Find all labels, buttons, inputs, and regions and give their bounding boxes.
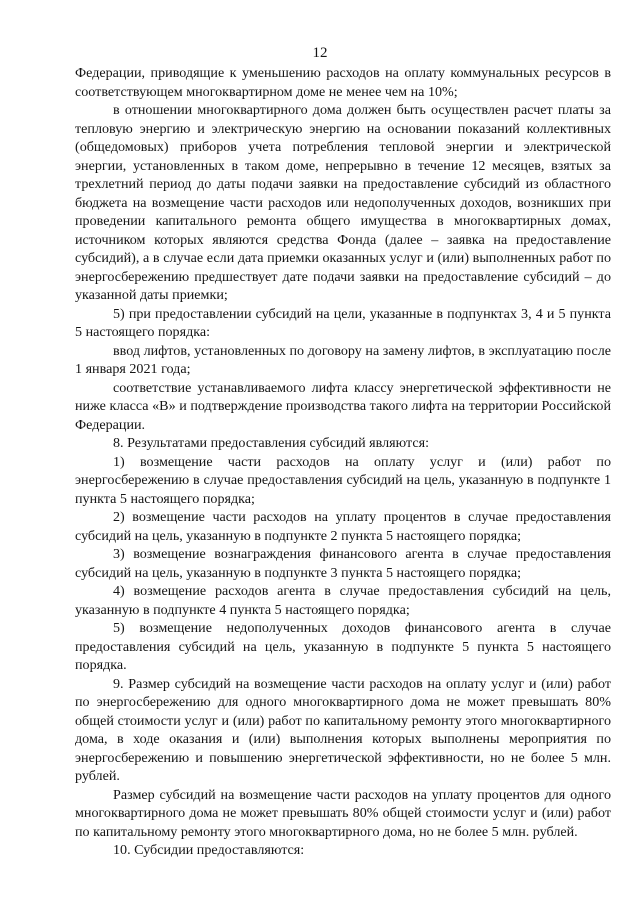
paragraph: 1) возмещение части расходов на оплату услуг и (или) работ по энергосбережению в случае предоставления субсидий на цель, указанную в подпункте 1 пункта 5 настоящего порядка; bbox=[75, 453, 611, 507]
paragraph: Федерации, приводящие к уменьшению расходов на оплату коммунальных ресурсов в соответствующем многоквартирном доме не менее чем на 10%; bbox=[75, 65, 611, 100]
paragraph: соответствие устанавливаемого лифта классу энергетической эффективности не ниже класса «В» и подтверждение производства такого лифта на территории Российской Федерации. bbox=[75, 379, 611, 433]
paragraph: 8. Результатами предоставления субсидий являются: bbox=[113, 435, 429, 451]
paragraph: 2) возмещение части расходов на уплату процентов в случае предоставления субсидий на цель, указанную в подпункте 2 пункта 5 настоящего порядка; bbox=[75, 509, 611, 544]
body-text bbox=[75, 64, 611, 860]
paragraph: 3) возмещение вознаграждения финансового агента в случае предоставления субсидий на цель, указанную в подпункте 3 пункта 5 настоящего порядка; bbox=[75, 546, 611, 581]
paragraph: 4) возмещение расходов агента в случае предоставления субсидий на цель, указанную в подпункте 4 пункта 5 настоящего порядка; bbox=[75, 583, 611, 618]
paragraph: 5) возмещение недополученных доходов финансового агента в случае предоставления субсидий на цель, указанную в подпункте 5 пункта 5 настоящего порядка. bbox=[75, 620, 611, 673]
paragraph: 9. Размер субсидий на возмещение части расходов на оплату услуг и (или) работ по энергосбережению для одного многоквартирного дома не может превышать 80% общей стоимости услуг и (или) работ по капитальному ремонту этого многоквартирного дома, в ходе оказания и (или) выполнения которых выполнены мероприятия по энергосбережению и повышению энергетической эффективности, но не более 5 млн. рублей. bbox=[75, 675, 611, 784]
page-number: 12 bbox=[312, 45, 328, 61]
paragraph: ввод лифтов, установленных по договору на замену лифтов, в эксплуатацию после 1 января 2021 года; bbox=[75, 342, 611, 377]
paragraph: 5) при предоставлении субсидий на цели, указанные в подпунктах 3, 4 и 5 пункта 5 настоящего порядка: bbox=[75, 305, 611, 340]
paragraph: Размер субсидий на возмещение части расходов на уплату процентов для одного многоквартирного дома не может превышать 80% общей стоимости услуг и (или) работ по капитальному ремонту этого многоквартирного дома, но не более 5 млн. рублей. bbox=[75, 786, 611, 840]
paragraph: 10. Субсидии предоставляются: bbox=[113, 842, 305, 858]
paragraph: в отношении многоквартирного дома должен быть осуществлен расчет платы за тепловую энергию и электрическую энергию на основании показаний коллективных (общедомовых) приборов учета потребления тепловой энергии и электрической энергии, установленных в таком доме, непрерывно в течение 12 месяцев, взятых за трехлетний период до даты подачи заявки на предоставление субсидий из областного бюджета на возмещение части расходов или недополученных доходов, возникших при проведении капитального ремонта общего имущества в многоквартирных домах, источником которых являются средства Фонда (далее – заявка на предоставление субсидий), а в случае если дата приемки оказанных услуг и (или) выполненных работ по энергосбережению предшествует дате подачи заявки на предоставление субсидий – до указанной даты приемки; bbox=[75, 102, 611, 303]
